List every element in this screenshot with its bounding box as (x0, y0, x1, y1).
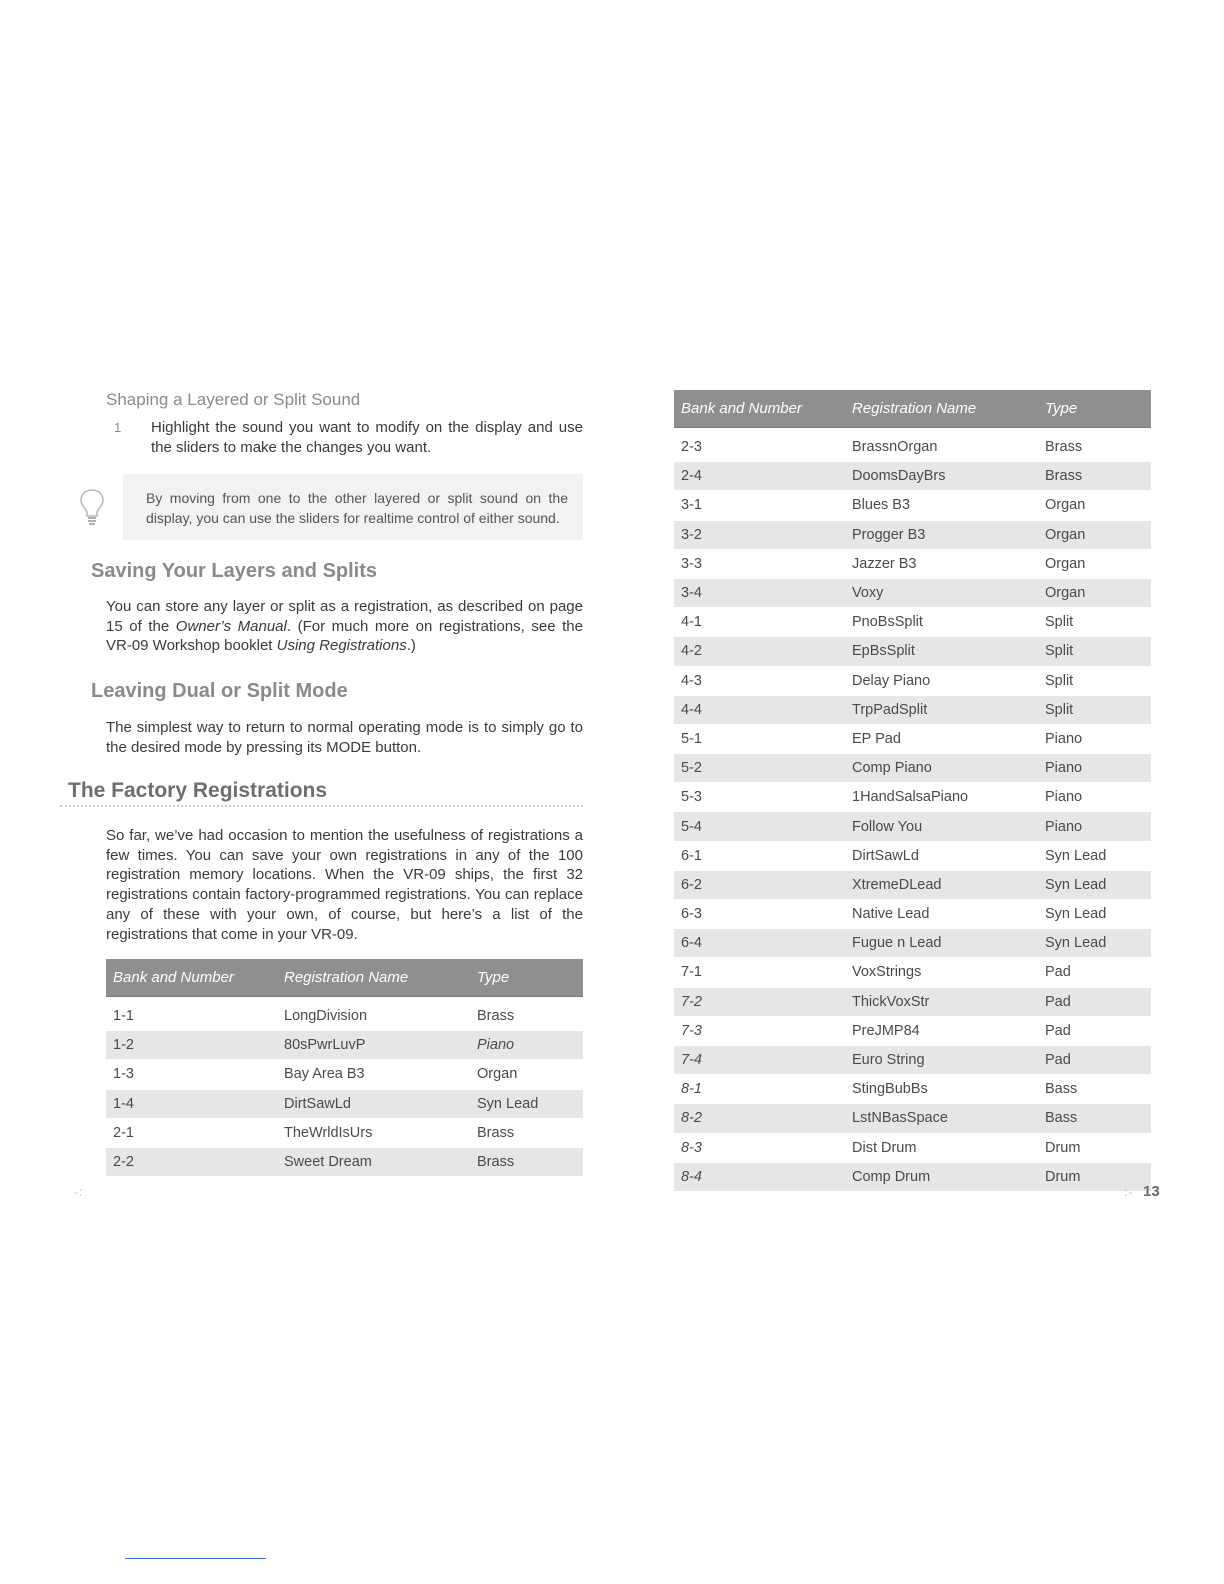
tip-text: By moving from one to the other layered or split sound on the display, you can use the sliders for realtime control of either sound. (146, 490, 568, 526)
cell-type: Brass (1038, 462, 1151, 491)
cell-bank: 5-1 (674, 724, 845, 753)
header-bank: Bank and Number (106, 959, 277, 997)
cell-bank: 8-3 (674, 1133, 845, 1162)
cell-name: Voxy (845, 578, 1038, 607)
table-row (106, 1089, 583, 1118)
cell-name: Comp Drum (845, 1162, 1038, 1191)
cell-type: Organ (1038, 491, 1151, 520)
subheading-shaping: Shaping a Layered or Split Sound (106, 390, 361, 409)
cell-bank: 4-2 (674, 637, 845, 666)
cell-name: Progger B3 (845, 520, 1038, 549)
cell-bank: 8-1 (674, 1075, 845, 1104)
table-row (106, 1118, 583, 1147)
table-row (674, 987, 1151, 1016)
table-row (674, 812, 1151, 841)
cell-type: Drum (1038, 1133, 1151, 1162)
table-row (674, 578, 1151, 607)
table-row (674, 841, 1151, 870)
cell-bank: 7-3 (674, 1016, 845, 1045)
cell-type: Pad (1038, 1045, 1151, 1074)
cell-name: Native Lead (845, 900, 1038, 929)
cell-name: LongDivision (277, 997, 470, 1031)
table-row (674, 428, 1151, 462)
table-row (106, 1060, 583, 1089)
table-row (674, 1104, 1151, 1133)
table-row (674, 1075, 1151, 1104)
table-row (674, 491, 1151, 520)
table-row (674, 958, 1151, 987)
cell-type: Organ (470, 1060, 583, 1089)
cell-type: Syn Lead (1038, 841, 1151, 870)
cell-bank: 4-1 (674, 608, 845, 637)
cell-bank: 3-3 (674, 549, 845, 578)
cell-name: PreJMP84 (845, 1016, 1038, 1045)
cell-name: PnoBsSplit (845, 608, 1038, 637)
cell-type: Brass (470, 997, 583, 1031)
cell-bank: 6-4 (674, 929, 845, 958)
cell-name: Jazzer B3 (845, 549, 1038, 578)
cell-bank: 2-3 (674, 428, 845, 462)
cell-name: Blues B3 (845, 491, 1038, 520)
cell-type: Syn Lead (470, 1089, 583, 1118)
cell-type: Syn Lead (1038, 900, 1151, 929)
table-header-row (674, 390, 1151, 428)
cell-type: Split (1038, 637, 1151, 666)
table-row (674, 462, 1151, 491)
cell-bank: 7-2 (674, 987, 845, 1016)
saving-text: You can store any layer or split as a registration, as described on page 15 of the Owner’s Manual. (For much more on registrations, see the VR-09 Workshop booklet Using Registrations.) (106, 598, 583, 655)
cell-type: Pad (1038, 958, 1151, 987)
cell-type: Split (1038, 666, 1151, 695)
cell-type: Pad (1038, 1016, 1151, 1045)
cell-bank: 3-1 (674, 491, 845, 520)
cell-type: Bass (1038, 1075, 1151, 1104)
cell-name: DirtSawLd (277, 1089, 470, 1118)
cell-name: EP Pad (845, 724, 1038, 753)
cell-bank: 2-1 (106, 1118, 277, 1147)
cell-name: Follow You (845, 812, 1038, 841)
table-row (674, 666, 1151, 695)
table-row (674, 783, 1151, 812)
table-row (674, 549, 1151, 578)
cell-type: Syn Lead (1038, 929, 1151, 958)
leaving-text: The simplest way to return to normal operating mode is to simply go to the desired mode by pressing its MODE button. (106, 719, 583, 756)
cell-type: Piano (1038, 754, 1151, 783)
cell-type: Piano (470, 1031, 583, 1060)
step-text: Highlight the sound you want to modify on the display and use the sliders to make the changes you want. (151, 419, 583, 456)
header-type: Type (1038, 390, 1151, 428)
cell-bank: 3-2 (674, 520, 845, 549)
cell-bank: 6-1 (674, 841, 845, 870)
table-row (674, 608, 1151, 637)
table-row (106, 1031, 583, 1060)
cell-name: Euro String (845, 1045, 1038, 1074)
cell-type: Piano (1038, 812, 1151, 841)
cell-type: Piano (1038, 783, 1151, 812)
cell-bank: 4-4 (674, 695, 845, 724)
table-row (674, 1162, 1151, 1191)
heading-saving: Saving Your Layers and Splits (91, 560, 378, 582)
header-bank: Bank and Number (674, 390, 845, 428)
table-row (674, 870, 1151, 899)
cell-name: Comp Piano (845, 754, 1038, 783)
cell-name: Bay Area B3 (277, 1060, 470, 1089)
table-row (674, 637, 1151, 666)
cell-name: TrpPadSplit (845, 695, 1038, 724)
table-row (674, 520, 1151, 549)
cell-bank: 3-4 (674, 578, 845, 607)
registration-table-right (674, 390, 1151, 1191)
table-row (674, 1133, 1151, 1162)
cell-bank: 5-3 (674, 783, 845, 812)
cell-name: DirtSawLd (845, 841, 1038, 870)
cell-type: Organ (1038, 520, 1151, 549)
cell-type: Syn Lead (1038, 870, 1151, 899)
cell-bank: 2-2 (106, 1147, 277, 1176)
cell-bank: 8-4 (674, 1162, 845, 1191)
cell-name: 1HandSalsaPiano (845, 783, 1038, 812)
cell-type: Brass (1038, 428, 1151, 462)
cell-name: ThickVoxStr (845, 987, 1038, 1016)
cell-bank: 2-4 (674, 462, 845, 491)
cell-name: Sweet Dream (277, 1147, 470, 1176)
cell-bank: 7-1 (674, 958, 845, 987)
cell-name: Fugue n Lead (845, 929, 1038, 958)
header-name: Registration Name (277, 959, 470, 997)
cell-name: Delay Piano (845, 666, 1038, 695)
page-number: 13 (1143, 1183, 1160, 1200)
cell-bank: 1-4 (106, 1089, 277, 1118)
cell-bank: 1-2 (106, 1031, 277, 1060)
bottom-link-line (125, 1558, 266, 1559)
cell-type: Split (1038, 695, 1151, 724)
cell-type: Organ (1038, 549, 1151, 578)
header-type: Type (470, 959, 583, 997)
cell-name: EpBsSplit (845, 637, 1038, 666)
table-row (674, 695, 1151, 724)
cell-name: VoxStrings (845, 958, 1038, 987)
table-row (106, 1147, 583, 1176)
step-number: 1 (114, 420, 122, 435)
registration-table-left (106, 959, 583, 1176)
header-name: Registration Name (845, 390, 1038, 428)
cell-bank: 7-4 (674, 1045, 845, 1074)
cell-name: Dist Drum (845, 1133, 1038, 1162)
lightbulb-icon (78, 488, 106, 528)
cell-type: Bass (1038, 1104, 1151, 1133)
tip-box (123, 474, 583, 540)
cell-type: Organ (1038, 578, 1151, 607)
heading-factory: The Factory Registrations (68, 779, 328, 802)
cell-name: TheWrldIsUrs (277, 1118, 470, 1147)
cell-bank: 4-3 (674, 666, 845, 695)
cell-bank: 6-3 (674, 900, 845, 929)
cell-type: Drum (1038, 1162, 1151, 1191)
cell-bank: 1-3 (106, 1060, 277, 1089)
cell-bank: 5-4 (674, 812, 845, 841)
table-row (674, 724, 1151, 753)
footer-right-mark: :- (1124, 1185, 1134, 1199)
cell-name: XtremeDLead (845, 870, 1038, 899)
cell-name: 80sPwrLuvP (277, 1031, 470, 1060)
cell-bank: 6-2 (674, 870, 845, 899)
table-row (674, 1016, 1151, 1045)
section-divider (60, 805, 583, 807)
cell-name: StingBubBs (845, 1075, 1038, 1104)
table-row (674, 900, 1151, 929)
cell-name: BrassnOrgan (845, 428, 1038, 462)
cell-bank: 1-1 (106, 997, 277, 1031)
cell-name: LstNBasSpace (845, 1104, 1038, 1133)
heading-leaving: Leaving Dual or Split Mode (91, 680, 348, 702)
factory-text: So far, we’ve had occasion to mention the usefulness of registrations a few times. You can save your own registrations in any of the 100 registration memory locations. When the VR-09 ships, the first 32 registrations contain factory-programmed registrations. You can replace any of these with your own, of course, but here’s a list of the registrations that come in your VR-09. (106, 827, 583, 943)
cell-bank: 8-2 (674, 1104, 845, 1133)
table-row (674, 929, 1151, 958)
table-header-row (106, 959, 583, 997)
cell-type: Split (1038, 608, 1151, 637)
footer-left-mark: -: (74, 1185, 84, 1199)
cell-type: Brass (470, 1118, 583, 1147)
cell-type: Piano (1038, 724, 1151, 753)
cell-type: Brass (470, 1147, 583, 1176)
cell-name: DoomsDayBrs (845, 462, 1038, 491)
cell-bank: 5-2 (674, 754, 845, 783)
table-row (674, 1045, 1151, 1074)
table-row (674, 754, 1151, 783)
cell-type: Pad (1038, 987, 1151, 1016)
table-row (106, 997, 583, 1031)
